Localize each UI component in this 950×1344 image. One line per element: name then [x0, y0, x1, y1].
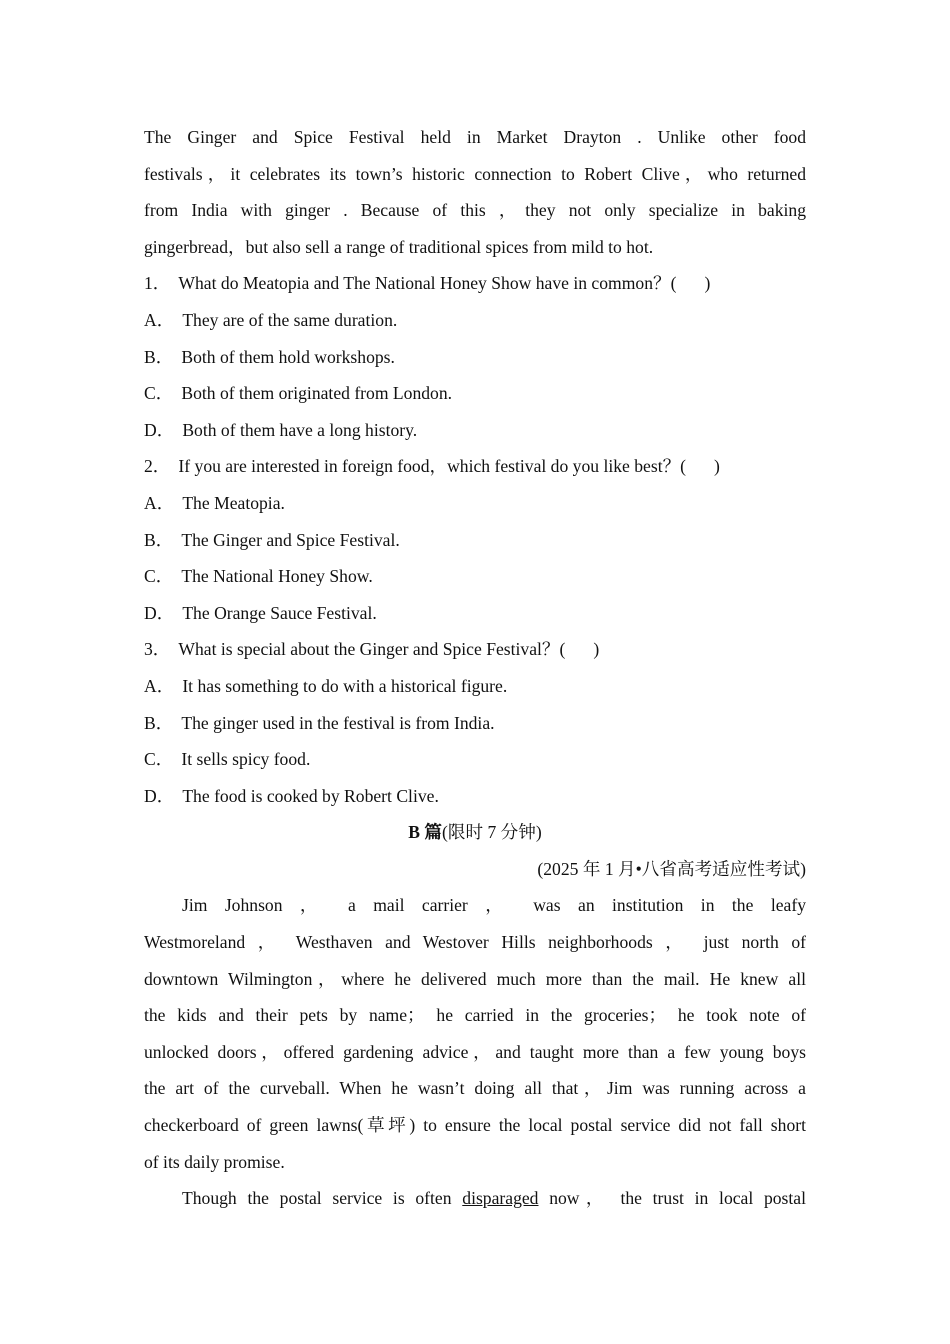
- passage-line: the kids and their pets by name； he carried in the groceries； he took note of: [144, 1005, 806, 1026]
- passage-line: checkerboard of green lawns(草坪) to ensure the local postal service did not fall short: [144, 1115, 806, 1136]
- question-stem: 3． What is special about the Ginger and Spice Festival？( ): [144, 639, 600, 660]
- question-number: 2．: [144, 456, 171, 477]
- passage-text: now， the trust in local postal: [549, 1188, 806, 1209]
- question-number: 1．: [144, 273, 171, 294]
- intro-line: from India with ginger . Because of this ，they not only specialize in baking: [144, 200, 806, 221]
- option-a: A． They are of the same duration.: [144, 309, 398, 330]
- question-text: What is special about the Ginger and Spice Festival？(: [178, 639, 566, 660]
- section-b-time-limit: (限时 7 分钟): [442, 822, 542, 843]
- question-1: [144, 265, 806, 448]
- passage-text: Though the postal service is often: [182, 1188, 452, 1209]
- question-text: What do Meatopia and The National Honey Show have in common？(: [178, 273, 677, 294]
- passage-line: downtown Wilmington，where he delivered much more than the mail. He knew all: [144, 968, 806, 989]
- option-b: B． The Ginger and Spice Festival.: [144, 529, 400, 550]
- question-number: 3．: [144, 639, 171, 660]
- question-3: [144, 631, 806, 814]
- option-b: B． The ginger used in the festival is from India.: [144, 712, 495, 733]
- passage-line: the art of the curveball. When he wasn’t doing all that，Jim was running across a: [144, 1078, 806, 1099]
- option-d: D． Both of them have a long history.: [144, 419, 418, 440]
- option-c: C． The National Honey Show.: [144, 566, 373, 587]
- passage-line: Jim Johnson ， a mail carrier ， was an institution in the leafy: [182, 895, 806, 916]
- option-d: D． The food is cooked by Robert Clive.: [144, 785, 439, 806]
- passage-line: Westmoreland ， Westhaven and Westover Hills neighborhoods ， just north of: [144, 932, 806, 953]
- document-page: [144, 119, 806, 1217]
- option-d: D． The Orange Sauce Festival.: [144, 602, 377, 623]
- passage-paragraph-2: [144, 1180, 806, 1217]
- question-stem: 1． What do Meatopia and The National Honey Show have in common？( ): [144, 273, 711, 294]
- passage-paragraph-1: [144, 887, 806, 1180]
- question-stem: 2． If you are interested in foreign food，which festival do you like best？( ): [144, 456, 720, 477]
- section-b-label: B 篇: [408, 822, 443, 843]
- option-c: C． Both of them originated from London.: [144, 383, 453, 404]
- option-a: A． It has something to do with a historical figure.: [144, 675, 508, 696]
- passage-line: unlocked doors，offered gardening advice，and taught more than a few young boys: [144, 1041, 806, 1062]
- intro-line: gingerbread，but also sell a range of traditional spices from mild to hot.: [144, 236, 654, 257]
- intro-paragraph: [144, 119, 806, 265]
- section-b-source: (2025 年 1 月•八省高考适应性考试): [537, 858, 806, 879]
- section-b-title: [144, 814, 806, 851]
- question-2: [144, 448, 806, 631]
- intro-line: The Ginger and Spice Festival held in Market Drayton . Unlike other food: [144, 127, 806, 147]
- passage-line: of its daily promise.: [144, 1151, 285, 1172]
- option-c: C． It sells spicy food.: [144, 749, 311, 770]
- intro-line: festivals，it celebrates its town’s historic connection to Robert Clive，who returned: [144, 163, 806, 184]
- option-b: B． Both of them hold workshops.: [144, 346, 395, 367]
- underlined-word: disparaged: [462, 1188, 539, 1209]
- option-a: A． The Meatopia.: [144, 492, 285, 513]
- question-text: If you are interested in foreign food，which festival do you like best？(: [178, 456, 687, 477]
